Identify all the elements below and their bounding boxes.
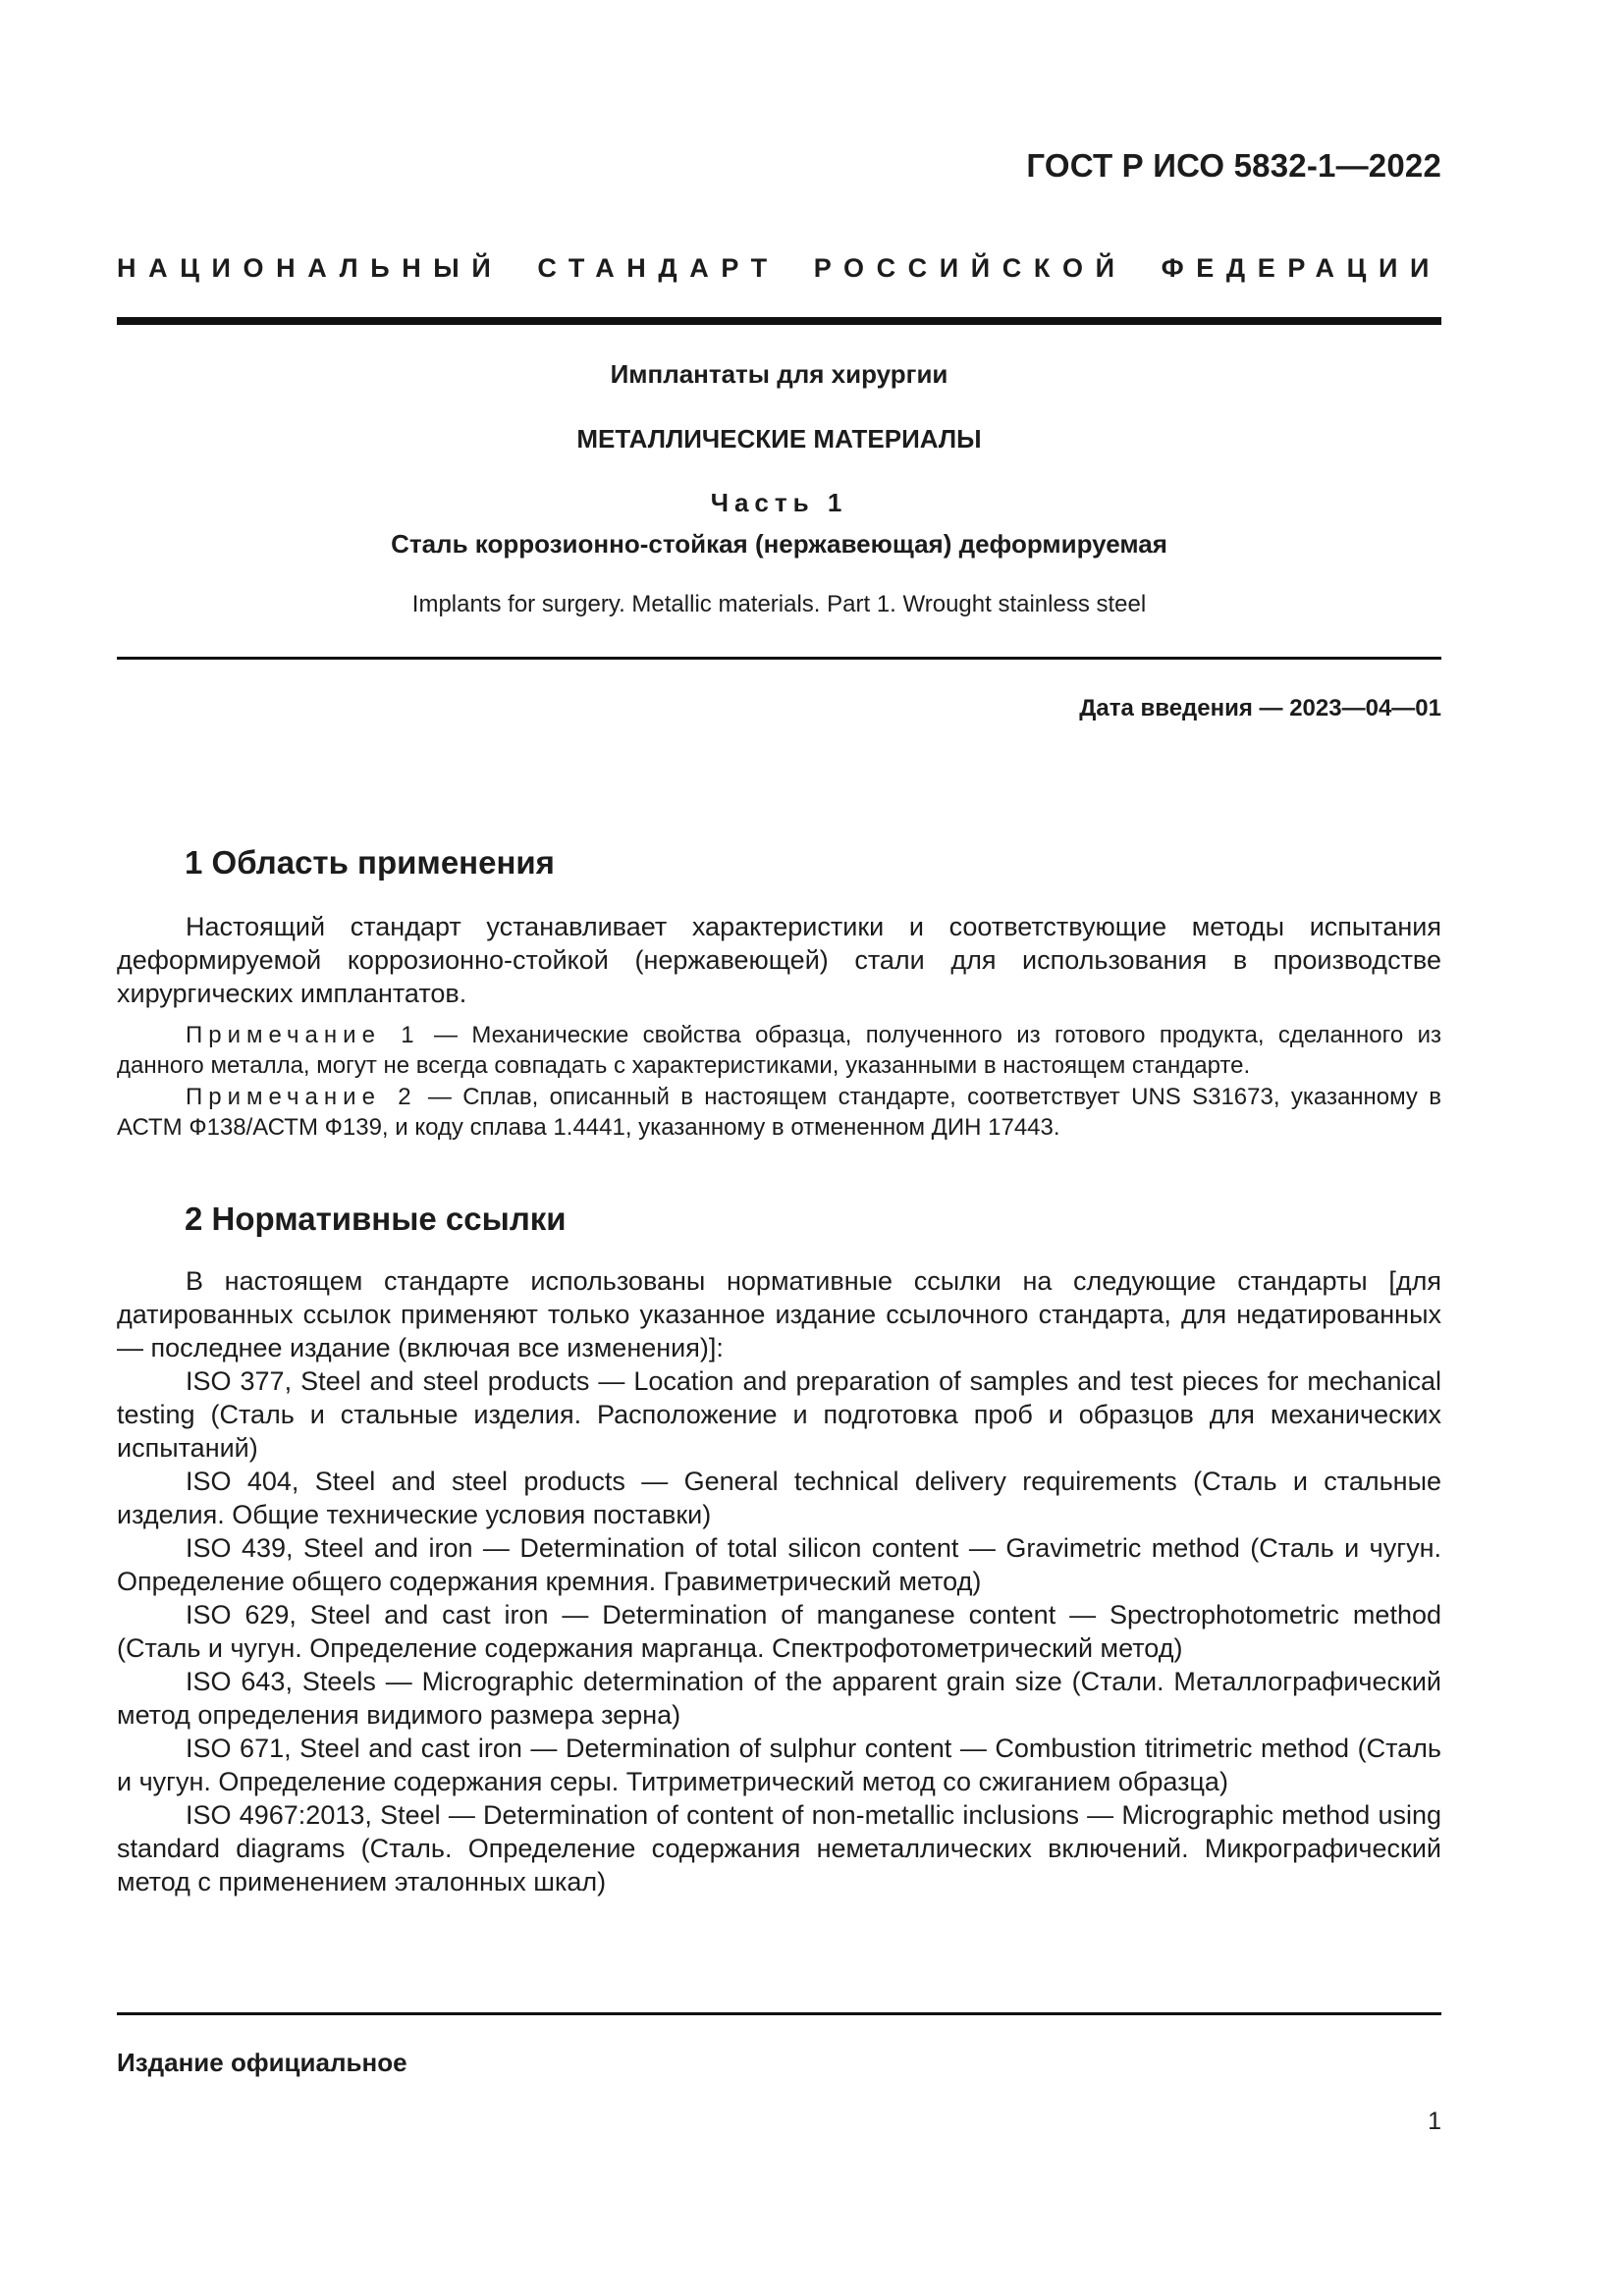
note-2-text: — Сплав, описанный в настоящем стандарте, соответствует UNS S31673, указанному в АСТМ Ф138/АСТМ Ф139, и коду сплава 1.4441, указанному в отмененном ДИН 17443. xyxy=(117,1084,1441,1141)
note-2 xyxy=(117,1082,1441,1143)
title-line2: МЕТАЛЛИЧЕСКИЕ МАТЕРИАЛЫ xyxy=(576,424,982,454)
official-edition-label: Издание официальное xyxy=(117,2048,407,2077)
page-number: 1 xyxy=(1428,2108,1441,2135)
national-standard-title: НАЦИОНАЛЬНЫЙ СТАНДАРТ РОССИЙСКОЙ ФЕДЕРАЦИИ xyxy=(117,253,1441,283)
reference-item: ISO 404, Steel and steel products — General technical delivery requirements (Сталь и стальные изделия. Общие технические условия поставки) xyxy=(117,1467,1441,1529)
title-subtitle: Сталь коррозионно-стойкая (нержавеющая) деформируемая xyxy=(391,529,1167,559)
date-of-introduction: Дата введения — 2023—04—01 xyxy=(1079,695,1441,721)
footer-rule xyxy=(117,2012,1441,2015)
note-1 xyxy=(117,1020,1441,1081)
title-rule xyxy=(117,657,1441,660)
note-1-text: — Механические свойства образца, полученного из готового продукта, сделанного из данного металла, могут не всегда совпадать с характеристиками, указанными в настоящем стандарте. xyxy=(117,1022,1441,1079)
reference-item: ISO 671, Steel and cast iron — Determination of sulphur content — Combustion titrimetric method (Сталь и чугун. Определение содержания серы. Титриметрический метод со сжиганием образца) xyxy=(117,1734,1441,1796)
header-rule xyxy=(117,317,1441,325)
reference-item: ISO 643, Steels — Micrographic determination of the apparent grain size (Стали. Металлографический метод определения видимого размера зерна) xyxy=(117,1667,1441,1730)
reference-item: ISO 629, Steel and cast iron — Determination of manganese content — Spectrophotometric method (Сталь и чугун. Определение содержания марганца. Спектрофотометрический метод) xyxy=(117,1600,1441,1663)
section1-paragraph: Настоящий стандарт устанавливает характеристики и соответствующие методы испытания деформируемой коррозионно-стойкой (нержавеющей) стали для использования в производстве хирургических имплантатов. xyxy=(117,912,1441,1008)
section2-intro: В настоящем стандарте использованы нормативные ссылки на следующие стандарты [для датированных ссылок применяют только указанное издание ссылочного стандарта, для недатированных — последнее издание (включая все изменения)]: xyxy=(117,1266,1441,1362)
reference-item: ISO 4967:2013, Steel — Determination of content of non-metallic inclusions — Micrographic method using standard diagrams (Сталь. Определение содержания неметаллических включений. Микрографический метод с применением эталонных шкал) xyxy=(117,1800,1441,1896)
document-code: ГОСТ Р ИСО 5832-1—2022 xyxy=(1026,147,1441,184)
normative-references xyxy=(117,1264,1441,1898)
section1-heading: 1 Область применения xyxy=(185,844,555,881)
section2-heading: 2 Нормативные ссылки xyxy=(185,1201,567,1237)
title-line1: Имплантаты для хирургии xyxy=(610,359,948,389)
title-part: Часть 1 xyxy=(710,488,848,517)
note-1-label: Примечание 1 xyxy=(186,1022,420,1048)
note-2-label: Примечание 2 xyxy=(186,1084,417,1110)
reference-item: ISO 439, Steel and iron — Determination of total silicon content — Gravimetric method (Сталь и чугун. Определение общего содержания кремния. Гравиметрический метод) xyxy=(117,1533,1441,1596)
reference-item: ISO 377, Steel and steel products — Location and preparation of samples and test pieces for mechanical testing (Сталь и стальные изделия. Расположение и подготовка проб и образцов для механических испытаний) xyxy=(117,1366,1441,1463)
title-english: Implants for surgery. Metallic materials. Part 1. Wrought stainless steel xyxy=(411,591,1147,617)
